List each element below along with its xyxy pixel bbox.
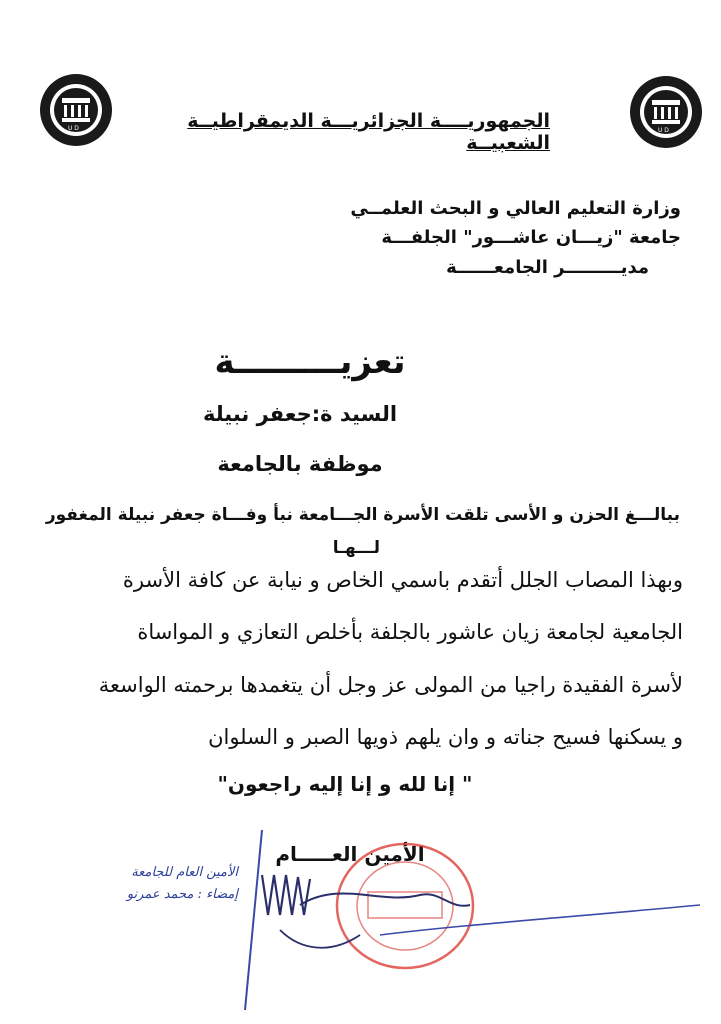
- university-line: جامعة "زيـــان عاشـــور" الجلفـــة: [381, 227, 681, 248]
- quran-verse: " إنا لله و إنا إليه راجعون": [217, 772, 473, 796]
- deceased-name: السيد ة:جعفر نبيلة: [202, 402, 398, 426]
- stamp-line-2: إمضاء : محمد عمرنو: [126, 887, 238, 902]
- body-line-4: و يسكنها فسيح جناته و وان يلهم ذويها الصبر و السلوان: [208, 725, 683, 749]
- country-header: الجمهوريــــة الجزائريـــة الديمقراطيــة الشعبيــة: [187, 110, 550, 154]
- stamp-line-1: الأمين العام للجامعة: [131, 865, 238, 880]
- signatory-title: الأمين العـــــام: [275, 842, 425, 866]
- svg-text:U D: U D: [658, 127, 669, 134]
- director-line: مديـــــــــر الجامعــــــة: [446, 257, 649, 278]
- opening-paragraph: ببالـــغ الحزن و الأسى تلقت الأسرة الجـــامعة نبأ وفـــاة جعفر نبيلة المغفور: [45, 505, 680, 525]
- body-line-2: الجامعية لجامعة زيان عاشور بالجلفة بأخلص التعازي و المواساة: [137, 620, 683, 644]
- ministry-line: وزارة التعليم العالي و البحث العلمــي: [350, 198, 681, 219]
- body-line-1: وبهذا المصاب الجلل أتقدم باسمي الخاص و نيابة عن كافة الأسرة: [122, 568, 683, 592]
- body-line-3: لأسرة الفقيدة راجيا من المولى عز وجل أن يتغمدها برحمته الواسعة: [98, 673, 683, 697]
- deceased-job: موظفة بالجامعة: [217, 452, 383, 476]
- svg-text:U D: U D: [68, 125, 79, 132]
- notice-title: تعزيـــــــــة: [214, 342, 406, 382]
- opening-paragraph-end: لـــهـا: [332, 538, 380, 558]
